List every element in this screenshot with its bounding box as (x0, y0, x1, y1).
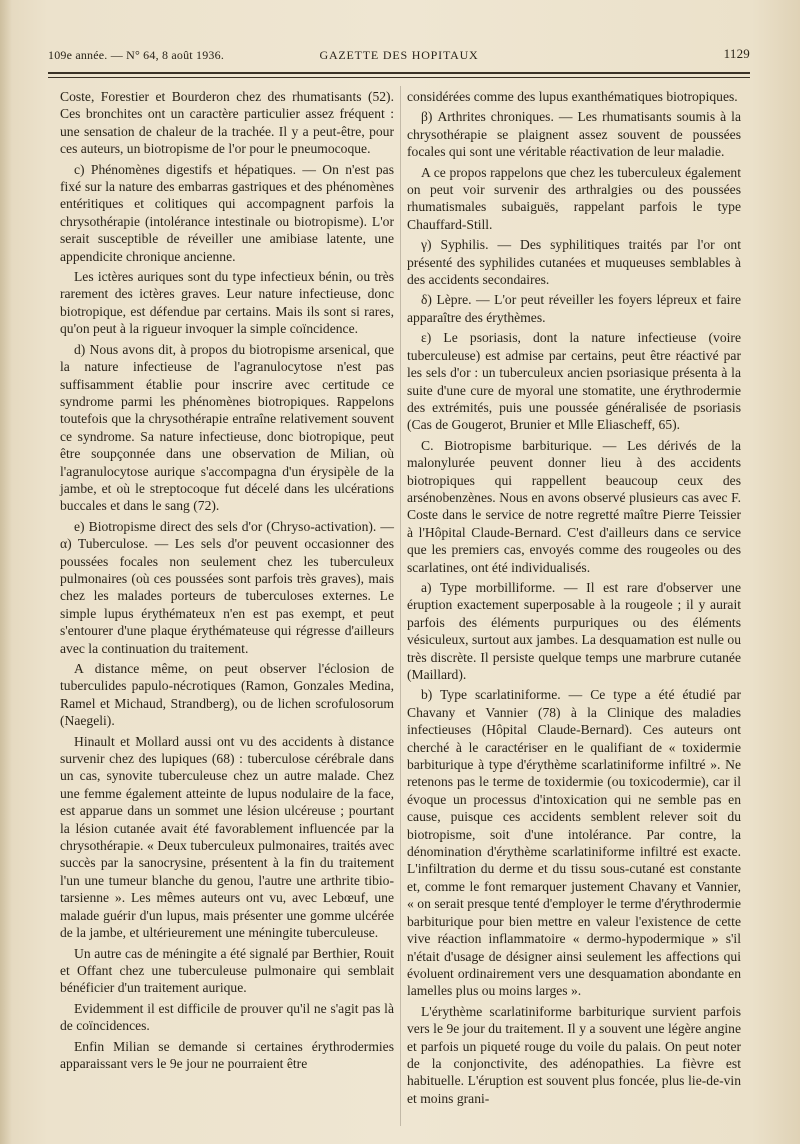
paragraph: Evidemment il est difficile de prouver qu'il ne s'agit pas là de coïncidences. (60, 1000, 394, 1034)
paragraph: c) Phénomènes digestifs et hépatiques. — On n'est pas fixé sur la nature des embarras gastriques et des phénomènes entéritiques et colitiques qui accompagnent parfois la chrysothérapie (intolérance intestinale ou biotropisme). L'or serait susceptible de réveiller une amibiase latente, une appendicite chronique ancienne. (60, 161, 394, 264)
paragraph: Coste, Forestier et Bourderon chez des rhumatisants (52). Ces bronchites ont un caractère particulier assez fréquent : une sensation de chaleur de la trachée. Il y a peut-être, pour ces auteurs, un biotropisme de l'or pour le pneumocoque. (60, 89, 394, 157)
page-edge-shadow (0, 0, 12, 1144)
header-rule (48, 72, 750, 74)
paragraph: C. Biotropisme barbiturique. — Les dérivés de la malonylurée peuvent donner lieu à des accidents biotropiques qui rappellent beaucoup ceux des arsénobenzènes. Nous en avons observé plusieurs cas avec F. Coste dans le service de notre regretté maître Pierre Teissier à l'Hôpital Claude-Bernard. C'est d'ailleurs dans ce service que les premiers cas, envoyés comme des rougeoles ou des scarlatines, ont été individualisés. (407, 437, 741, 575)
header-rule-thin (48, 77, 750, 78)
paragraph: γ) Syphilis. — Des syphilitiques traités par l'or ont présenté des syphilides cutanées et muqueuses semblables à des accidents secondaires. (407, 237, 741, 288)
paragraph: L'érythème scarlatiniforme barbiturique survient parfois vers le 9e jour du traitement. Il y a souvent une légère angine et parfois un piqueté rouge du voile du palais. On peut noter de la conjonctivite, des adénopathies. La fièvre est habituelle. L'éruption est souvent plus foncée, plus lie-de-vin et moins grani- (407, 1003, 741, 1106)
paragraph: Un autre cas de méningite a été signalé par Berthier, Rouit et Offant chez une tuberculeuse pulmonaire qui semblait bénéficier d'un traitement aurique. (60, 945, 394, 996)
paragraph: b) Type scarlatiniforme. — Ce type a été étudié par Chavany et Vannier (78) à la Clinique des maladies infectieuses (Hôpital Claude-Bernard). Ces auteurs ont cherché à le caractériser en le qualifiant de « toxidermie barbiturique à type d'érythème scarlatiniforme infiltré ». Ne retenons pas le terme de toxidermie (ou toxicodermie), car il évoque un processus d'intoxication qui ne semble pas en cause, puisque ces accidents semblent relever soit du biotropisme, soit d'une intolérance. Par contre, la dénomination d'érythème scarlatiniforme infiltré est exacte. L'infiltration du derme et du tissu sous-cutané est constante et, comme le font remarquer justement Chavany et Vannier, « on serait presque tenté d'employer le terme d'érythrodermie barbiturique pour bien mettre en valeur l'existence de cette vive réaction inflammatoire « dermo-hypodermique » s'il n'était d'usage de désigner ainsi seulement les affections qui évoluent ordinairement vers une desquamation abondante en lamelles plus ou moins larges ». (407, 687, 741, 999)
paragraph: ε) Le psoriasis, dont la nature infectieuse (voire tuberculeuse) est admise par certains, peut être réactivé par les sels d'or : un tuberculeux ancien psoriasique présenta à la suite d'une cure de myoral une stomatite, une érythrodermie des extrémités, puis une poussée généralisée de psoriasis (Cas de Gougerot, Brunier et Mlle Eliascheff, 65). (407, 330, 741, 433)
column-divider (400, 86, 401, 1126)
left-column (60, 88, 394, 1075)
paragraph: A distance même, on peut observer l'éclosion de tuberculides papulo-nécrotiques (Ramon, Gonzales Medina, Ramel et Michaud, Strandberg), ou de lichen scrofulosorum (Naegeli). (60, 661, 394, 729)
paragraph: Les ictères auriques sont du type infectieux bénin, ou très rarement des ictères graves. Leur nature infectieuse, donc biotropique, est défendue par certains. Mais ils sont si rares, qu'on peut à la rigueur invoquer la simple coïncidence. (60, 269, 394, 337)
paragraph: a) Type morbilliforme. — Il est rare d'observer une éruption exactement superposable à la rougeole ; il y aurait parfois des éléments purpuriques ou des éléments vésiculeux, surtout aux jambes. La desquamation est nulle ou très discrète. Il persiste quelque temps une marbrure cutanée (Maillard). (407, 579, 741, 682)
paragraph: A ce propos rappelons que chez les tuberculeux également on peut voir survenir des arthralgies ou des poussées rhumatismales subaiguës, rappelant parfois le type Chauffard-Still. (407, 164, 741, 232)
paragraph: Hinault et Mollard aussi ont vu des accidents à distance survenir chez des lupiques (68) : tuberculose cérébrale dans un cas, synovite tuberculeuse chez un autre malade. Chez une femme également atteinte de lupus nodulaire de la face, est apparue dans un sommet une lésion ulcéreuse ; pourtant la lésion cutanée avait été favorablement influencée par la chrysothérapie. « Deux tuberculeux pulmonaires, traités avec succès par la sanocrysine, présentent à la fin du traitement l'un une tumeur blanche du genou, l'autre une arthrite tibio-tarsienne ». Les mêmes auteurs ont vu, avec Lebœuf, une malade guérir d'un lupus, mais présenter une gomme ulcérée de la jambe, et ultérieurement une méningite tuberculeuse. (60, 733, 394, 941)
journal-title: GAZETTE DES HOPITAUX (319, 48, 479, 62)
paragraph: δ) Lèpre. — L'or peut réveiller les foyers lépreux et faire apparaître des érythèmes. (407, 292, 741, 325)
right-column (407, 88, 741, 1110)
paragraph: Enfin Milian se demande si certaines érythrodermies apparaissant vers le 9e jour ne pourraient être (60, 1038, 394, 1071)
page-header (48, 44, 750, 66)
paragraph: e) Biotropisme direct des sels d'or (Chryso-activation). — α) Tuberculose. — Les sels d'or peuvent occasionner des poussées focales non seulement chez les tuberculeux pulmonaires (où ces poussées sont parfois très graves), mais chez les malades porteurs de tuberculoses externes. Le simple lupus érythémateux n'en est pas exempt, et peut s'entourer d'une plaque érythémateuse qui régresse d'ailleurs avec la continuation du traitement. (60, 518, 394, 656)
page-number: 1129 (723, 46, 750, 61)
issue-info: 109e année. — N° 64, 8 août 1936. (48, 48, 225, 62)
paragraph: β) Arthrites chroniques. — Les rhumatisants soumis à la chrysothérapie se plaignent assez souvent de poussées focales qui sont une véritable réactivation de leur maladie. (407, 109, 741, 160)
paragraph: d) Nous avons dit, à propos du biotropisme arsenical, que la nature infectieuse de l'agranulocytose n'est pas suffisamment établie pour inscrire avec certitude ce syndrome parmi les phénomènes biotropiques. Rappelons toutefois que la chrysothérapie entraîne relativement souvent ce syndrome. Sa nature infectieuse, donc biotropique, peut être soupçonnée dans une observation de Milian, où l'agranulocytose aurique s'accompagna d'un érysipèle de la jambe, et où le streptocoque fut décelé dans les ulcérations buccales et dans le sang (72). (60, 341, 394, 514)
paragraph: considérées comme des lupus exanthématiques biotropiques. (407, 89, 738, 104)
